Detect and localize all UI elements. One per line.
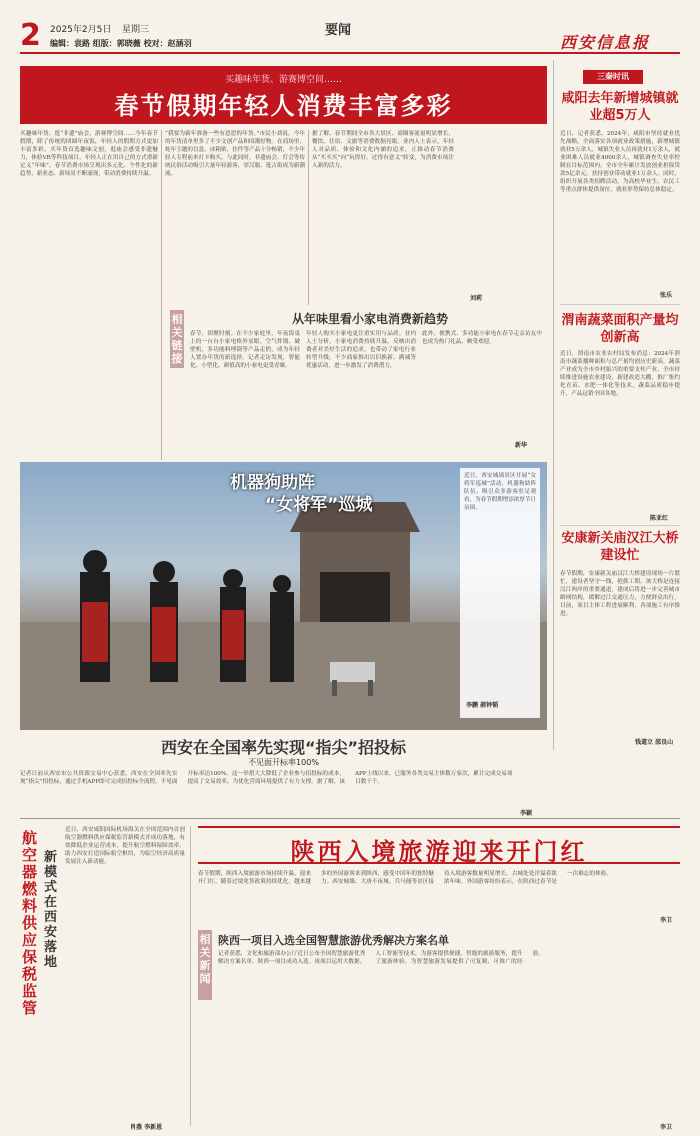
sidebar-1-body: 近日，记者获悉，2024年，咸阳市坚持就业优先战略，全面落实各项就业政策措施，新增城镇就业5万余人，城镇失业人员再就业1万余人，就业困难人员就业4000余人，城镇调查失业率控制在目标范围内。全市全年累计发放创业担保贷款5亿余元，扶持创业带动就业1万余人。同时，组织开展各类招聘活动，为高校毕业生、农民工等重点群体提供岗位，就业形势保持总体稳定。 <box>560 131 680 193</box>
sidebar-2-body: 近日，渭南市农业农村局发布消息：2024年渭南市蔬菜播种面积与总产量均创历史新高，蔬菜产业成为全市乡村振兴的重要支柱产业。全市持续推进设施农业建设，新建改造大棚，推广集约化育苗、水肥一体化等技术，蔬菜品质稳步提升，产品远销全国各地。 <box>560 351 680 397</box>
related-title: 从年味里看小家电消费新趋势 <box>291 312 448 326</box>
issue-date: 2025年2月5日 <box>50 25 112 35</box>
credit: 刘莉 <box>470 295 483 302</box>
banner-article-1 <box>20 66 547 124</box>
sidebar-tag: 三秦时讯 <box>583 70 643 84</box>
article-4-credit: 李卫 <box>660 917 673 924</box>
related-credit: 新华 <box>515 442 528 449</box>
sidebar-1-title: 咸阳去年新增城镇就业超5万人 <box>561 91 679 123</box>
photo-title-2: “女将军”巡城 <box>265 495 373 515</box>
article-3-credit: 肖燕 李新恩 <box>130 1124 163 1131</box>
article-3-title-1: 航空器燃料供应保税监管 <box>22 829 38 1017</box>
photo-caption: 近日，西安城墙景区开展“女将军巡城”活动，机器狗助阵队伍，吸引众多游客驻足观看，为春节假期增添浓厚节日氛围。 <box>464 473 536 511</box>
article-4-title-box <box>198 826 680 864</box>
related-tag: 相关链接 <box>170 310 184 368</box>
article-5-title: 陕西一项目入选全国智慧旅游优秀解决方案名单 <box>218 934 449 947</box>
article-1-col-2: “我要为新年准备一些有意思的年货。”市民小刘说，今年的年货清单里多了不少文创产品和国潮好物。在商场里，蛇年主题的盲盒、冰箱贴、挂件等产品十分畅销，不少年轻人专程前来打卡购买。与此同时，非遗庙会、灯会等传统民俗活动吸引大量年轻游客，穿汉服、逛古街成为新潮流。 <box>165 131 305 177</box>
sidebar-3-title: 安康新关庙汉江大桥建设忙 <box>561 531 679 563</box>
sidebar-2-credit: 陈亚红 <box>650 515 669 522</box>
article-3-title-2: 新模式在西安落地 <box>44 850 58 970</box>
article-2-body: 记者日前从西安市公共资源交易中心获悉，西安在全国率先实现“指尖”招投标，通过手机APP即可完成招投标全流程，不见面开标率达100%。这一举措大大降低了企业参与招投标的成本，提高了交易效率，为优化营商环境提供了有力支撑。据了解，该APP上线以来，已服务各类交易主体数万家次，累计完成交易项目数千个。 <box>20 771 513 785</box>
article-4-body: 春节假期，陕西入境旅游市场持续升温，迎来开门红。随着过境免签政策持续优化，越来越多的外国游客来到陕西，感受中国年的独特魅力。西安城墙、大唐不夜城、兵马俑等景区接待入境游客数量明显增长，古城处处洋溢着浓浓年味。外国游客纷纷表示，在陕西过春节是一次难忘的体验。 <box>198 871 612 885</box>
headline: 春节假期年轻人消费丰富多彩 <box>114 92 453 120</box>
related-col-3: 此外，便携式、多功能小家电在春节走亲访友中也成为热门礼品，颇受欢迎。 <box>422 331 542 345</box>
section-name: 要闻 <box>325 23 352 38</box>
article-2-title: 西安在全国率先实现“指尖”招投标 <box>160 738 407 757</box>
sidebar-3-credit: 钱道立 邵良山 <box>635 739 674 746</box>
photo-credit: 李鹏 郝钟韬 <box>466 702 499 709</box>
editor-line: 编辑：袁路 组版：郭晓薇 校对：赵涵羽 <box>50 39 192 48</box>
related-news-tag: 相关新闻 <box>198 930 212 1000</box>
article-5-body: 记者获悉，文化和旅游部办公厅近日公布全国智慧旅游优秀解决方案名单，陕西一项目成功入选。该项目运用大数据、人工智能等技术，为游客提供便捷、智能的旅游服务，提升了旅游体验，为智慧旅游发展提供了可复制、可推广的经验。 <box>218 951 544 965</box>
article-2-subtitle: 不见面开标率100% <box>248 758 319 767</box>
article-1-col-1: 买趣味年货、逛“非遗”庙会、游赛博空间……今年春节假期，除了传统的团圆年夜饭，年轻人的假期方式更加丰富多彩。买年货首选趣味文创，逛庙会感受非遗魅力，体验VR等科技项目，年轻人正在用自己的方式重新定义“年味”。春节消费市场呈现出多元化、个性化的新趋势，新业态、新场景不断涌现，带动消费持续升温。 <box>20 131 158 177</box>
sidebar-1-credit: 张乐 <box>660 292 673 299</box>
article-5-credit: 李卫 <box>660 1124 673 1131</box>
related-col-1: 春节，团聚时刻。在不少家庭里，年夜饭桌上的一台台小家电格外显眼。空气炸锅、破壁机、多功能料理锅等产品走俏，成为年轻人置办年货的新选择。记者走访发现，智能化、小型化、颜值高的小家电更受青睐。 <box>190 331 300 369</box>
related-col-2: 年轻人购买小家电更注重实用与品质。业内人士分析，小家电消费持续升温，反映出消费者对美好生活的追求，也带动了家电行业转型升级。不少商家推出以旧换新、满减等优惠活动，进一步激发了消费潜力。 <box>306 331 416 369</box>
weekday: 星期三 <box>122 25 150 35</box>
sidebar-3-body: 春节假期，安康新关庙汉江大桥建设现场一片繁忙，建设者坚守一线，抢抓工期。该大桥是连接汉江两岸的重要通道，建成后将进一步完善城市路网结构，缓解过江交通压力，方便群众出行。目前，项目主体工程进展顺利，各项施工有序推进。 <box>560 571 680 617</box>
kicker: 买趣味年货、游赛博空间…… <box>224 75 342 85</box>
article-2-credit: 李颖 <box>520 810 533 817</box>
sidebar-2-title: 渭南蔬菜面积产量均创新高 <box>561 313 679 345</box>
article-1-col-3: 据了解，春节期间全市各大景区、商圈客流量明显增长，餐饮、住宿、文旅等消费数据亮眼。业内人士表示，年轻人对品质、体验和文化内涵的追求，正推动春节消费从“买买买”向“玩得好、过得有意义”转变，为消费市场注入新的活力。 <box>312 131 454 169</box>
article-3-body: 近日，西安咸阳国际机场海关在全国范围内首创航空器燃料供应保税监管新模式并成功落地，有效降低企业运营成本，提升航空燃料保障效率，助力西安打造国际航空枢纽，为临空经济高质量发展注入新动能。 <box>65 827 185 865</box>
article-4-title: 陕西入境旅游迎来开门红 <box>290 838 588 866</box>
masthead-logo: 西安信息报 <box>560 33 651 52</box>
page-header <box>0 0 700 52</box>
photo-caption-box <box>460 468 540 718</box>
header-rule <box>20 52 680 54</box>
page-number: 2 <box>20 18 41 53</box>
photo-title-1: 机器狗助阵 <box>230 473 315 493</box>
photo-cityguard-robotdog <box>20 462 547 730</box>
